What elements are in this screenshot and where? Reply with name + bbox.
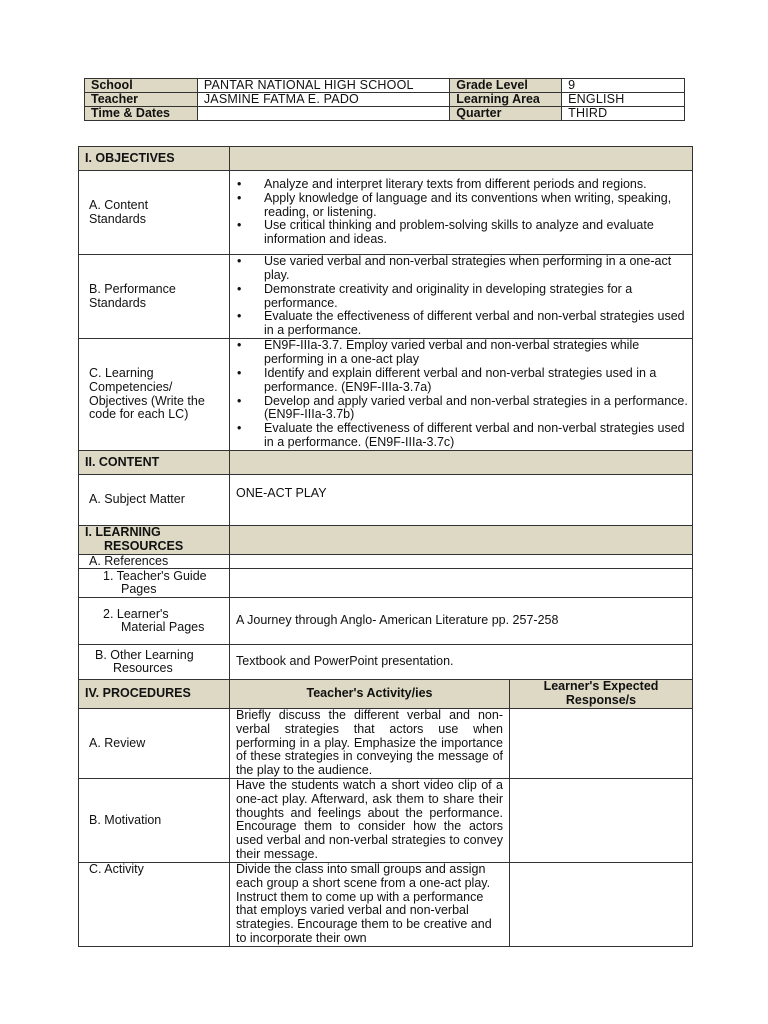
teachers-guide-row — [79, 569, 693, 598]
objectives-heading-row — [79, 147, 693, 171]
other-resources-label-line-2: Resources — [113, 661, 173, 676]
other-resources-row — [79, 645, 693, 680]
header-info-table — [84, 78, 685, 121]
list-item: • Evaluate the effectiveness of different verbal and non-verbal strategies used in a performance. — [264, 310, 688, 338]
resources-heading-row — [79, 526, 693, 555]
content-standards-cell — [230, 171, 693, 255]
learner-response-header: Learner's Expected Response/s — [510, 680, 693, 709]
content-standards-label: A. Content Standards — [79, 171, 230, 255]
teachers-guide-label-line-1: 1. Teacher's Guide — [103, 568, 207, 583]
review-teacher-activity: Briefly discuss the different verbal and non-verbal strategies that actors use when performing in a play. Emphasize the importance of these strategies in conveying the message of the play to the audience. — [230, 708, 510, 778]
list-item: • EN9F-IIIa-3.7. Employ varied verbal and non-verbal strategies while performing in a one-act play — [264, 339, 688, 367]
content-standards-row — [79, 171, 693, 255]
procedure-row-review — [79, 708, 693, 778]
learning-area-value: ENGLISH — [562, 93, 685, 107]
content-heading-row — [79, 451, 693, 475]
learners-material-label — [79, 598, 230, 645]
quarter-label: Quarter — [450, 107, 562, 121]
activity-learner-response — [510, 862, 693, 946]
list-item: • Analyze and interpret literary texts from different periods and regions. — [264, 178, 688, 192]
header-row-teacher — [85, 93, 685, 107]
content-heading-fill — [230, 451, 693, 475]
learners-material-value: A Journey through Anglo- American Literature pp. 257-258 — [230, 598, 693, 645]
teacher-label: Teacher — [85, 93, 198, 107]
other-resources-value: Textbook and PowerPoint presentation. — [230, 645, 693, 680]
learning-competencies-list — [230, 339, 692, 449]
content-standards-list — [230, 178, 692, 247]
learning-competencies-row — [79, 339, 693, 451]
resources-heading — [79, 526, 230, 555]
lesson-plan-table — [78, 146, 693, 947]
learning-competencies-label: C. Learning Competencies/ Objectives (Write the code for each LC) — [79, 339, 230, 451]
list-item: • Identify and explain different verbal and non-verbal strategies used in a performance. (EN9F-IIIa-3.7a) — [264, 367, 688, 395]
performance-standards-row — [79, 255, 693, 339]
teacher-value: JASMINE FATMA E. PADO — [197, 93, 449, 107]
review-label: A. Review — [79, 708, 230, 778]
procedure-row-activity — [79, 862, 693, 946]
references-row — [79, 554, 693, 569]
teachers-guide-label-line-2: Pages — [121, 582, 157, 597]
learning-area-label: Learning Area — [450, 93, 562, 107]
performance-standards-label: B. Performance Standards — [79, 255, 230, 339]
other-resources-label-line-1: B. Other Learning — [95, 647, 194, 662]
motivation-teacher-activity: Have the students watch a short video clip of a one-act play. Afterward, ask them to share their thoughts and feelings about the performance. Encourage them to consider how the actors used verbal and non-verbal strategies to convey their message. — [230, 778, 510, 862]
references-value — [230, 554, 693, 569]
header-row-time — [85, 107, 685, 121]
procedure-row-motivation — [79, 778, 693, 862]
motivation-learner-response — [510, 778, 693, 862]
other-resources-label — [79, 645, 230, 680]
time-dates-label: Time & Dates — [85, 107, 198, 121]
performance-standards-list — [230, 255, 692, 338]
list-item: • Use varied verbal and non-verbal strategies when performing in a one-act play. — [264, 255, 688, 283]
procedures-heading-row — [79, 680, 693, 709]
list-item: • Evaluate the effectiveness of different verbal and non-verbal strategies used in a performance. (EN9F-IIIa-3.7c) — [264, 422, 688, 450]
objectives-heading: I. OBJECTIVES — [79, 147, 230, 171]
quarter-value: THIRD — [562, 107, 685, 121]
subject-matter-label: A. Subject Matter — [79, 475, 230, 526]
learners-material-label-line-2: Material Pages — [121, 620, 205, 635]
learners-material-row — [79, 598, 693, 645]
time-dates-value — [197, 107, 449, 121]
grade-level-label: Grade Level — [450, 79, 562, 93]
grade-level-value: 9 — [562, 79, 685, 93]
school-label: School — [85, 79, 198, 93]
list-item: • Demonstrate creativity and originality in developing strategies for a performance. — [264, 283, 688, 311]
resources-heading-line-2: RESOURCES — [104, 538, 184, 553]
list-item: • Develop and apply varied verbal and non-verbal strategies in a performance. (EN9F-IIIa-3.7b) — [264, 395, 688, 423]
review-learner-response — [510, 708, 693, 778]
list-item: • Use critical thinking and problem-solving skills to analyze and evaluate information and ideas. — [264, 219, 688, 247]
resources-heading-fill — [230, 526, 693, 555]
references-label: A. References — [79, 554, 230, 569]
learning-competencies-cell — [230, 339, 693, 451]
subject-matter-row — [79, 475, 693, 526]
teachers-guide-value — [230, 569, 693, 598]
procedures-heading: IV. PROCEDURES — [79, 680, 230, 709]
performance-standards-cell — [230, 255, 693, 339]
objectives-heading-fill — [230, 147, 693, 171]
teachers-guide-label — [79, 569, 230, 598]
motivation-label: B. Motivation — [79, 778, 230, 862]
content-heading: II. CONTENT — [79, 451, 230, 475]
learners-material-label-line-1: 2. Learner's — [103, 606, 169, 621]
activity-label: C. Activity — [79, 862, 230, 946]
subject-matter-value: ONE-ACT PLAY — [230, 475, 693, 526]
resources-heading-line-1: I. LEARNING — [85, 525, 161, 539]
activity-teacher-activity: Divide the class into small groups and assign each group a short scene from a one-act play. Instruct them to come up with a performance that employs varied verbal and non-verbal strategies. Encourage them to be creative and to incorporate their own — [230, 862, 510, 946]
teacher-activity-header: Teacher's Activity/ies — [230, 680, 510, 709]
school-value: PANTAR NATIONAL HIGH SCHOOL — [197, 79, 449, 93]
header-row-school — [85, 79, 685, 93]
list-item: • Apply knowledge of language and its conventions when writing, speaking, reading, or listening. — [264, 192, 688, 220]
